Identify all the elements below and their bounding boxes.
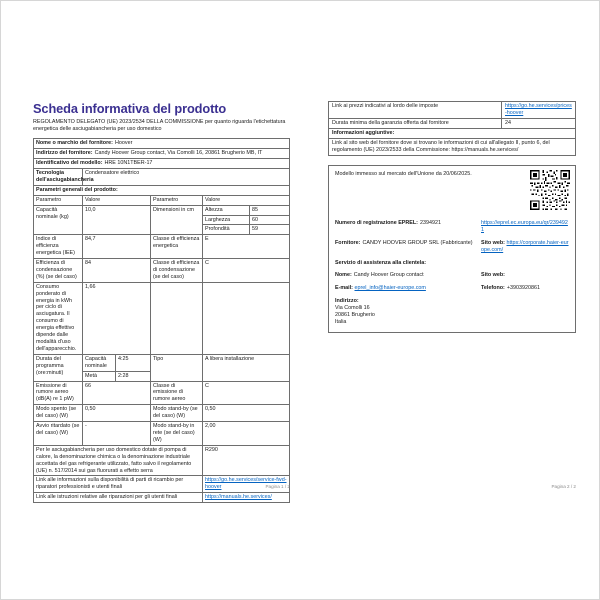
value-noise-class: C [205,382,209,389]
value-energy-consumption: 1,66 [83,283,151,354]
duration-half-value: 2:28 [118,372,129,379]
value-eei: 84,7 [83,235,151,258]
supplier-name-label: Nome o marchio del fornitore: [36,140,113,147]
col-header-parametro-2: Parametro [151,196,203,205]
phone-label: Telefono: [481,285,505,292]
eprel-link[interactable]: https://eprel.ec.europa.eu/qr/2394921 [481,220,568,234]
contact-email-row [335,285,569,292]
qr-code-icon [530,170,570,210]
contact-name-label: Nome: [335,272,352,279]
general-parameters-header: Parametri generali del prodotto: [34,186,289,196]
param-noise: Emissione di rumore aereo (dB(A) re 1 pW) [34,382,83,405]
refrigerant-value: R290 [205,446,218,453]
page-number-1: Pagina 1 / 2 [265,484,290,489]
dim-width-row [203,216,289,226]
table-row-duration [34,355,289,382]
refrigerant-label: Per le asciugabiancheria per uso domestico dotate di pompa di calore, la denominazione chimica o la denominazione industriale accettata del gas refrigerante utilizzato, fatto salvo il regolamento (UE) n. 517/2014 sui gas fluorurati a effetto serra [34,446,203,476]
param-energy-consumption: Consumo ponderato di energia in kWh per ciclo di asciugatura. Il consumo di energia effettivo dipende dalle modalità d'uso dell'apparecchio. [34,283,83,354]
param-eei: Indice di efficienza energetica (IEE) [34,235,83,258]
dim-height-value: 85 [252,206,258,213]
dim-width-label: Larghezza [203,216,250,225]
value-type: A libera installazione [205,355,255,362]
product-parameters-table [33,138,290,503]
supplier-address-value: Candy Hoover Group contact, Via Comolli 16, 20861 Brugherio MB, IT [94,150,263,157]
page-2 [328,101,576,489]
market-date-text: Modello immesso sul mercato dell'Unione da 20/06/2025. [335,171,472,178]
param-condensation: Efficienza di condensazione (%) (se del caso) [34,259,83,282]
address-label: Indirizzo: [335,298,359,305]
value-off-mode: 0,50 [83,405,151,421]
manufacturer-value: CANDY HOOVER GROUP SRL (Fabbricante) [362,240,473,247]
contact-name-row [335,272,569,279]
contact-website-label: Sito web: [481,272,505,279]
param-network-standby: Modo stand-by in rete (se del caso) (W) [151,422,203,445]
address-line-2: 20861 Brugherio [335,312,375,319]
model-identifier-label: Identificativo del modello: [36,160,103,167]
table-row-capacity [34,206,289,236]
technology-label: Tecnologia dell'asciugabiancheria [36,169,94,183]
customer-service-header: Servizio di assistenza alla clientela: [335,260,427,267]
eprel-label: Numero di registrazione EPREL: [335,220,418,227]
dimensions-subtable [203,206,289,235]
supplier-name-value: Hoover [114,140,133,147]
duration-subtable [83,355,151,381]
website-label: Sito web: [481,240,505,247]
dim-depth-label: Profondità [203,225,250,234]
repair-instructions-label: Link alle istruzioni relative alle riparazioni per gli utenti finali [34,493,203,502]
table-row-refrigerant [34,446,289,477]
model-identifier-value: HRE 10N1TBER-17 [104,160,153,167]
param-empty [151,283,203,354]
eprel-value: 2394921 [419,220,441,227]
eprel-registration-row [335,220,569,234]
param-duration: Durata del programma (ore:minuti) [34,355,83,381]
value-energy-class: E [205,236,209,243]
manufacturer-label: Fornitore: [335,240,361,247]
dim-depth-row [203,225,289,234]
page-1 [33,101,290,501]
warranty-value: 24 [505,120,511,127]
param-type: Tipo [151,355,203,381]
additional-info-text: Link al sito web del fornitore dove si trovano le informazioni di cui all'allegato II, punto 6, del regolamento (UE) 2023/2533 della Commissione: https://manuals.he.services/ [332,140,550,154]
col-header-parametro-1: Parametro [34,196,83,205]
warranty-row [329,119,575,129]
table-row-delay-start [34,422,289,446]
param-standby: Modo stand-by (se del caso) (W) [151,405,203,421]
table-row-noise [34,382,289,406]
additional-info-header: Informazioni aggiuntive: [329,129,575,139]
value-noise: 66 [83,382,151,405]
supplier-name-row [34,139,289,149]
price-link-row [329,102,575,119]
supplier-address-row [34,149,289,159]
param-condensation-class: Classe di efficienza di condensazione (se del caso) [151,259,203,282]
warranty-label: Durata minima della garanzia offerta dal fornitore [329,119,502,128]
value-condensation-class: C [205,260,209,267]
manufacturer-row [335,240,569,254]
email-label: E-mail: [335,285,353,292]
table-row-spare-parts-link [34,476,289,493]
param-noise-class: Classe di emissione di rumore aereo [151,382,203,405]
col-header-valore-1: Valore [83,196,151,205]
col-header-valore-2: Valore [205,196,221,203]
table-row-off-mode [34,405,289,422]
value-network-standby: 2,00 [205,423,216,430]
contact-name-value: Candy Hoover Group contact [353,272,424,279]
param-energy-class: Classe di efficienza energetica [151,235,203,258]
address-line-3: Italia [335,319,347,326]
dim-height-label: Altezza [203,206,250,215]
corporate-website-link[interactable]: https://corporate.haier-europe.com/ [481,240,569,254]
spare-parts-link[interactable]: https://go.he.services/service-fwd-hoover [205,477,287,491]
value-delay-start: - [83,422,151,445]
address-block [335,298,569,326]
table-row-condensation [34,259,289,283]
dim-depth-value: 59 [252,226,258,233]
technology-value: Condensatore elettrico [85,169,140,176]
technology-row [34,169,289,186]
value-condensation: 84 [83,259,151,282]
repair-instructions-link[interactable]: https://manuals.he.services/ [205,494,272,501]
param-dimensions: Dimensioni in cm [151,206,203,235]
param-off-mode: Modo spento (se del caso) (W) [34,405,83,421]
table-row-repair-link [34,493,289,502]
dim-height-row [203,206,289,216]
phone-value: +3903920861 [506,285,540,292]
duration-rated-label: Capacità nominale [83,355,116,371]
param-capacity: Capacità nominale (kg) [34,206,83,235]
table-row-energy-consumption [34,283,289,355]
duration-half-row [83,372,150,381]
param-delay-start: Avvio ritardato (se del caso) (W) [34,422,83,445]
page-title: Scheda informativa del prodotto [33,101,227,116]
duration-rated-value: 4:25 [118,355,129,362]
address-line-1: Via Comolli 16 [335,305,370,312]
page-number-2: Pagina 2 / 2 [551,484,576,489]
price-link[interactable]: https://go.he.services/prices-hoover [505,103,572,117]
spare-parts-label: Link alle informazioni sulla disponibilità di parti di ricambio per riparatori professionisti e utenti finali [34,476,203,492]
table-row-eei [34,235,289,259]
value-empty [203,283,289,354]
value-capacity: 10,0 [83,206,151,235]
regulation-subtitle: REGOLAMENTO DELEGATO (UE) 2023/2534 DELLA COMMISSIONE per quanto riguarda l'etichettatura energetica delle asciugabiancheria per uso domestico [33,119,286,133]
additional-info-table [328,101,576,156]
email-link[interactable]: eprel_info@haier-europe.com [354,285,426,292]
column-header-row [34,196,289,206]
value-standby: 0,50 [205,406,216,413]
dim-width-value: 60 [252,216,258,223]
model-identifier-row [34,159,289,169]
price-link-label: Link ai prezzi indicativi al lordo delle imposte [329,102,502,118]
eprel-info-box [328,165,576,333]
duration-half-label: Metà [83,372,116,381]
supplier-address-label: Indirizzo del fornitore: [36,150,93,157]
duration-rated-row [83,355,150,372]
